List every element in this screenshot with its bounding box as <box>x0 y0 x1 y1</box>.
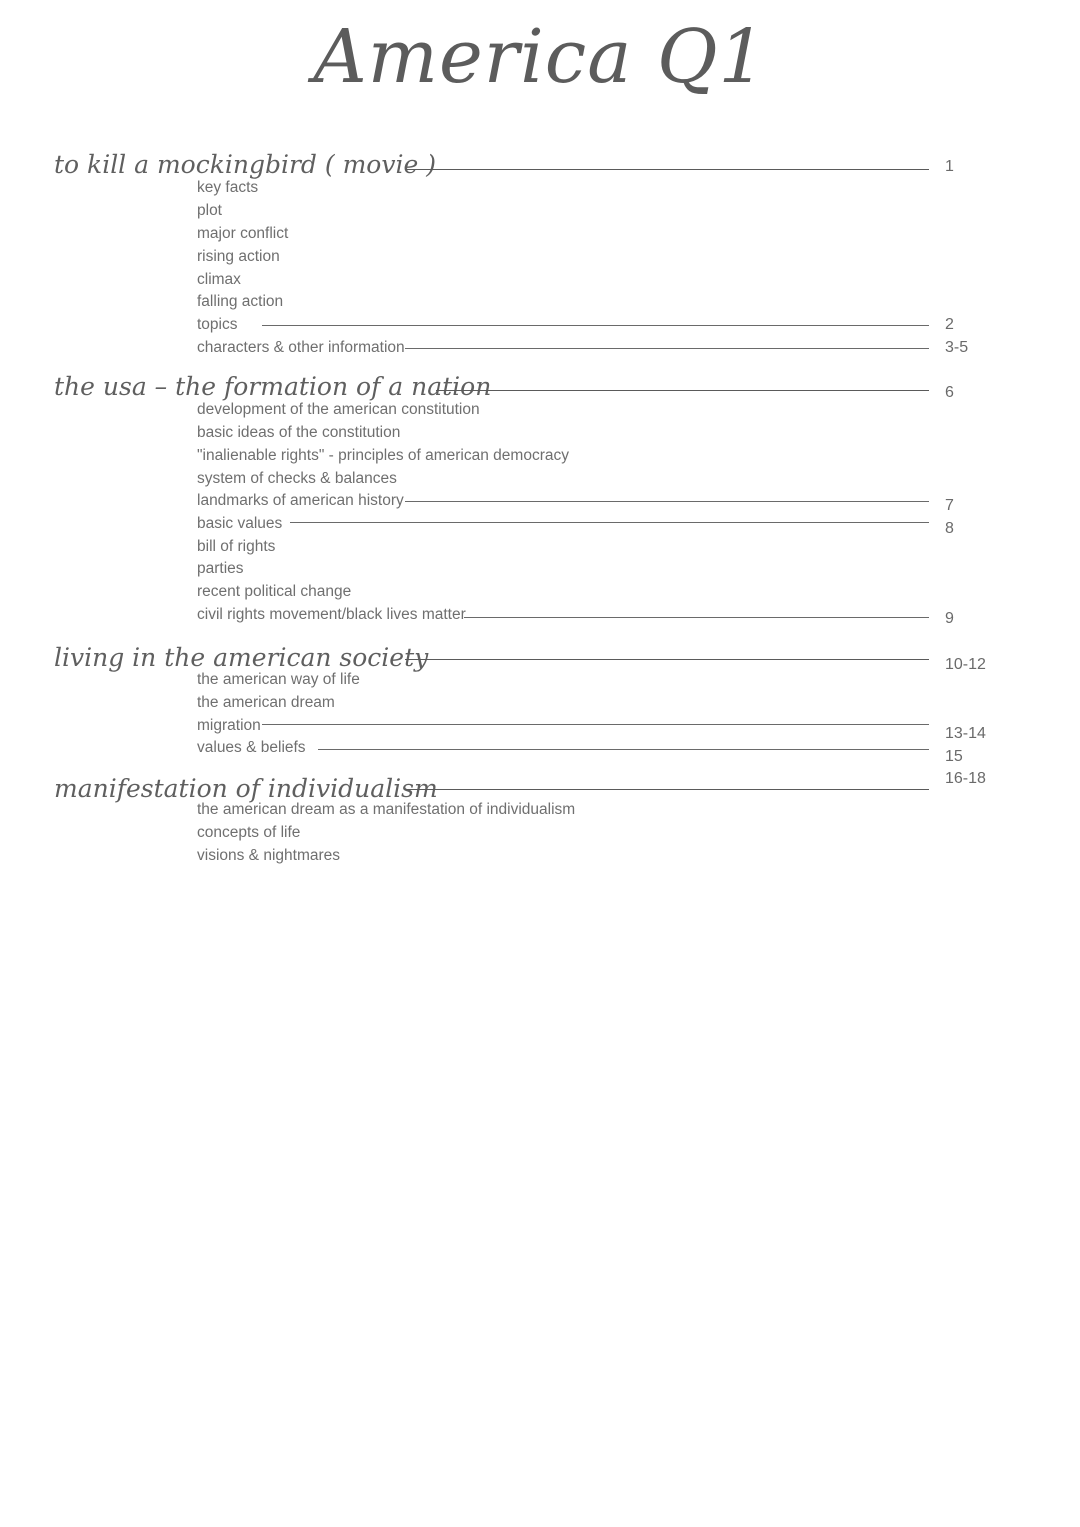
item-leader-line <box>405 501 929 502</box>
toc-item-development-constitution: development of the american constitution <box>197 401 480 418</box>
toc-item-values-beliefs: values & beliefs <box>197 739 306 756</box>
section-title-american-society: living in the american society <box>54 643 429 672</box>
toc-item-rising-action: rising action <box>197 248 280 265</box>
item-page-number: 9 <box>945 610 954 627</box>
toc-item-landmarks: landmarks of american history <box>197 492 404 509</box>
toc-item-political-change: recent political change <box>197 583 352 600</box>
section-leader-line <box>405 789 929 790</box>
item-page-number: 7 <box>945 497 954 514</box>
toc-item-bill-of-rights: bill of rights <box>197 538 276 555</box>
toc-item-major-conflict: major conflict <box>197 225 289 242</box>
toc-item-plot: plot <box>197 202 222 219</box>
toc-item-migration: migration <box>197 717 261 734</box>
item-page-number: 3-5 <box>945 339 969 356</box>
section-page-number: 1 <box>945 158 954 175</box>
toc-item-parties: parties <box>197 560 244 577</box>
toc-item-dream-individualism: the american dream as a manifestation of individualism <box>197 801 576 818</box>
item-leader-line <box>318 749 929 750</box>
toc-item-concepts-of-life: concepts of life <box>197 824 301 841</box>
toc-item-civil-rights: civil rights movement/black lives matter <box>197 606 466 623</box>
item-leader-line <box>262 724 929 725</box>
section-title-individualism: manifestation of individualism <box>54 774 438 803</box>
document-title: America Q1 <box>313 14 767 100</box>
toc-item-falling-action: falling action <box>197 293 284 310</box>
toc-item-characters: characters & other information <box>197 339 405 356</box>
toc-item-key-facts: key facts <box>197 179 259 196</box>
toc-item-basic-ideas: basic ideas of the constitution <box>197 424 401 441</box>
section-page-number: 16-18 <box>945 770 986 787</box>
toc-item-visions-nightmares: visions & nightmares <box>197 847 341 864</box>
toc-item-american-dream: the american dream <box>197 694 335 711</box>
item-leader-line <box>262 325 929 326</box>
section-page-number: 10-12 <box>945 656 986 673</box>
item-page-number: 2 <box>945 316 954 333</box>
section-leader-line <box>436 390 929 391</box>
item-page-number: 13-14 <box>945 725 986 742</box>
section-leader-line <box>405 659 929 660</box>
item-leader-line <box>464 617 929 618</box>
section-page-number: 6 <box>945 384 954 401</box>
toc-item-basic-values: basic values <box>197 515 283 532</box>
toc-item-topics: topics <box>197 316 238 333</box>
item-leader-line <box>290 522 929 523</box>
section-title-usa: the usa – the formation of a nation <box>54 372 492 401</box>
toc-item-climax: climax <box>197 271 241 288</box>
toc-item-checks-balances: system of checks & balances <box>197 470 397 487</box>
toc-item-american-way: the american way of life <box>197 671 360 688</box>
item-leader-line <box>405 348 929 349</box>
toc-item-inalienable-rights: "inalienable rights" - principles of american democracy <box>197 447 569 464</box>
item-page-number: 15 <box>945 748 963 765</box>
section-leader-line <box>405 169 929 170</box>
item-page-number: 8 <box>945 520 954 537</box>
section-title-mockingbird: to kill a mockingbird ( movie ) <box>54 150 436 179</box>
